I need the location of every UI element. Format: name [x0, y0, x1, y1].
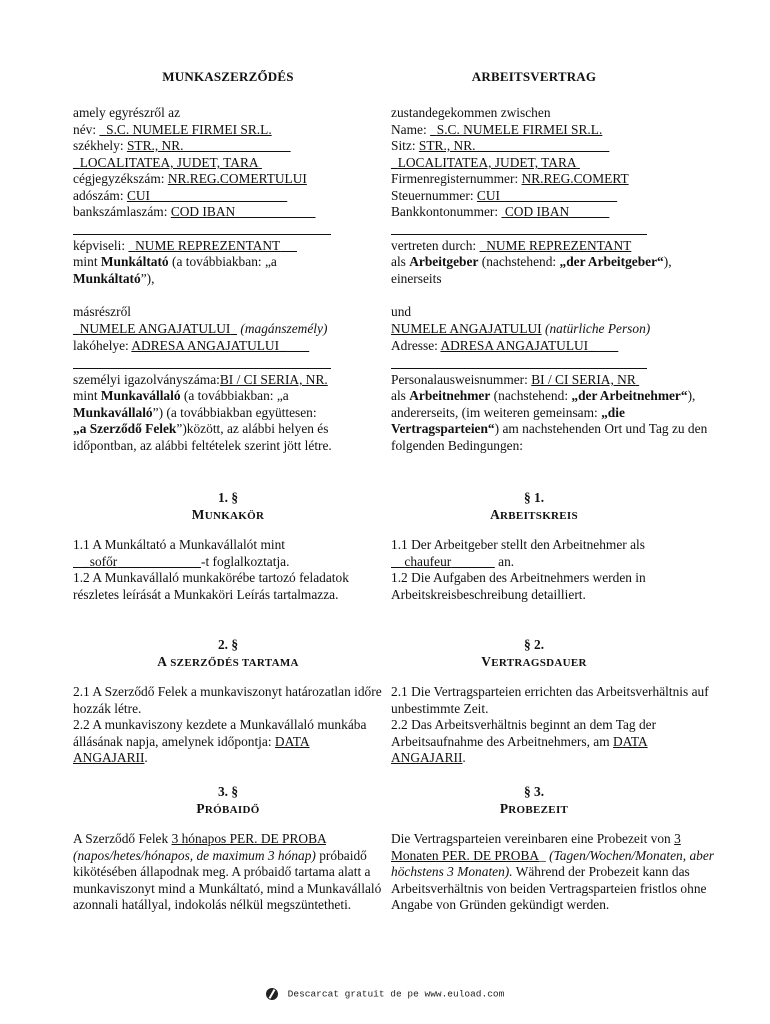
- left-name-line: név: S.C. NUMELE FIRMEI SR.L.: [73, 122, 272, 137]
- right-other-party: und: [391, 304, 412, 319]
- right-rep-line: vertreten durch: NUME REPREZENTANT: [391, 238, 632, 253]
- left-s3-number: 3. §: [217, 784, 239, 799]
- left-title: MUNKASZERZŐDÉS: [162, 69, 294, 84]
- left-blank-line: [73, 220, 331, 235]
- right-locality-line: _LOCALITATEA, JUDET, TARA: [391, 155, 577, 170]
- right-employee-name: NUMELE ANGAJATULUI (natürliche Person): [391, 321, 651, 336]
- right-s1-body: 1.1 Der Arbeitgeber stellt den Arbeitnehmer als chaufeur an. 1.2 Die Aufgaben des Arbeitnehmers werden in Arbeitskreisbeschreibung detailliert.: [391, 537, 646, 602]
- right-s3-body: Die Vertragsparteien vereinbaren eine Probezeit von 3 Monaten PER. DE PROBA_ (Tagen/Wochen/Monaten, aber höchstens 3 Monaten). Während der Probezeit kann das Arbeitsverhältnis von beiden Vertragsparteien fristlos ohne Angabe von Gründen gekündigt werden.: [391, 831, 714, 913]
- right-title: ARBEITSVERTRAG: [471, 69, 597, 84]
- right-s1-title: ARBEITSKREIS: [490, 507, 578, 522]
- right-s1-number: § 1.: [523, 490, 545, 505]
- left-rep-line: képviseli: NUME REPREZENTANT: [73, 238, 281, 253]
- left-seat-line: székhely: STR., NR.: [73, 138, 184, 153]
- left-s1-title: MUNKAKÖR: [191, 507, 265, 522]
- right-tax-line: Steuernummer: CUI: [391, 188, 500, 203]
- left-bank-line: bankszámlaszám: COD IBAN: [73, 204, 236, 219]
- right-blank-line: [391, 220, 647, 235]
- right-s3-number: § 3.: [523, 784, 545, 799]
- right-id-line: Personalausweisnummer: BI / CI SERIA, NR: [391, 372, 636, 387]
- left-s2-title: A SZERZŐDÉS TARTAMA: [157, 654, 299, 669]
- left-s2-body: 2.1 A Szerződő Felek a munkaviszonyt határozatlan időre hozzák létre. 2.2 A munkaviszony kezdete a Munkavállaló munkába állásának napja, amelynek időpontja: DATA ANGAJARII.: [73, 684, 382, 766]
- right-employer-text: als Arbeitgeber (nachstehend: „der Arbeitgeber“), einerseits: [391, 254, 672, 286]
- left-tax-line: adószám: CUI: [73, 188, 150, 203]
- right-address-line: Adresse: ADRESA ANGAJATULUI_: [391, 338, 619, 353]
- right-regno-line: Firmenregisternummer: NR.REG.COMERT: [391, 171, 629, 186]
- right-s2-number: § 2.: [523, 637, 545, 652]
- right-seat-line: Sitz: STR., NR.: [391, 138, 476, 153]
- left-s3-body: A Szerződő Felek 3 hónapos PER. DE PROBA (napos/hetes/hónapos, de maximum 3 hónap) próbaidő kikötésében állapodnak meg. A próbaidő tartama alatt a munkaviszonyt mind a Munkáltató, mind a Munkavállaló azonnali hatállyal, indokolás nélkül megszüntetheti.: [73, 831, 382, 913]
- left-locality-line: _LOCALITATEA, JUDET, TARA: [73, 155, 259, 170]
- left-employee-name: _NUMELE ANGAJATULUI (magánszemély): [73, 321, 328, 336]
- right-employee-text: als Arbeitnehmer (nachstehend: „der Arbeitnehmer“), andererseits, (im weiteren gemeinsam: „die Vertragsparteien“) am nachstehenden Ort und Tag zu den folgenden Bedingungen:: [391, 388, 708, 453]
- footer-text: Descarcat gratuit de pe www.euload.com: [287, 988, 505, 1000]
- left-intro: amely egyrészről az: [73, 105, 181, 120]
- left-id-line: személyi igazolványszáma:BI / CI SERIA, NR.: [73, 372, 328, 387]
- right-s2-body: 2.1 Die Vertragsparteien errichten das Arbeitsverhältnis auf unbestimmte Zeit. 2.2 Das Arbeitsverhältnis beginnt an dem Tag der Arbeitsaufnahme des Arbeitnehmers, am DATA ANGAJARII.: [391, 684, 709, 766]
- right-s2-title: VERTRAGSDAUER: [481, 654, 587, 669]
- left-regno-line: cégjegyzékszám: NR.REG.COMERTULUI: [73, 171, 307, 186]
- left-s3-title: PRÓBAIDŐ: [196, 801, 260, 816]
- left-address-line: lakóhelye: ADRESA ANGAJATULUI_: [73, 338, 310, 353]
- left-s1-number: 1. §: [217, 490, 239, 505]
- euload-logo-icon: [266, 988, 278, 1000]
- left-blank-line-2: [73, 354, 331, 369]
- right-bank-line: Bankkontonummer: COD IBAN: [391, 204, 570, 219]
- left-other-party: másrészről: [73, 304, 132, 319]
- left-employee-text: mint Munkavállaló (a továbbiakban: „a Munkavállaló”) (a továbbiakban együttesen: „a Szerződő Felek”)között, az alábbi helyen és időpontban, az alábbi feltételek szerint jött létre.: [73, 388, 332, 453]
- right-s3-title: PROBEZEIT: [499, 801, 569, 816]
- download-footer: [0, 988, 770, 1000]
- right-name-line: Name: S.C. NUMELE FIRMEI SR.L.: [391, 122, 603, 137]
- left-employer-text: mint Munkáltató (a továbbiakban: „a Munkáltató”),: [73, 254, 277, 286]
- left-s1-body: 1.1 A Munkáltató a Munkavállalót mint _sofőr -t foglalkoztatja. 1.2 A Munkavállaló munkakörébe tartozó feladatok részletes leírását a Munkaköri Leírás tartalmazza.: [73, 537, 349, 602]
- right-blank-line-2: [391, 354, 647, 369]
- right-intro: zustandegekommen zwischen: [391, 105, 551, 120]
- left-s2-number: 2. §: [217, 637, 239, 652]
